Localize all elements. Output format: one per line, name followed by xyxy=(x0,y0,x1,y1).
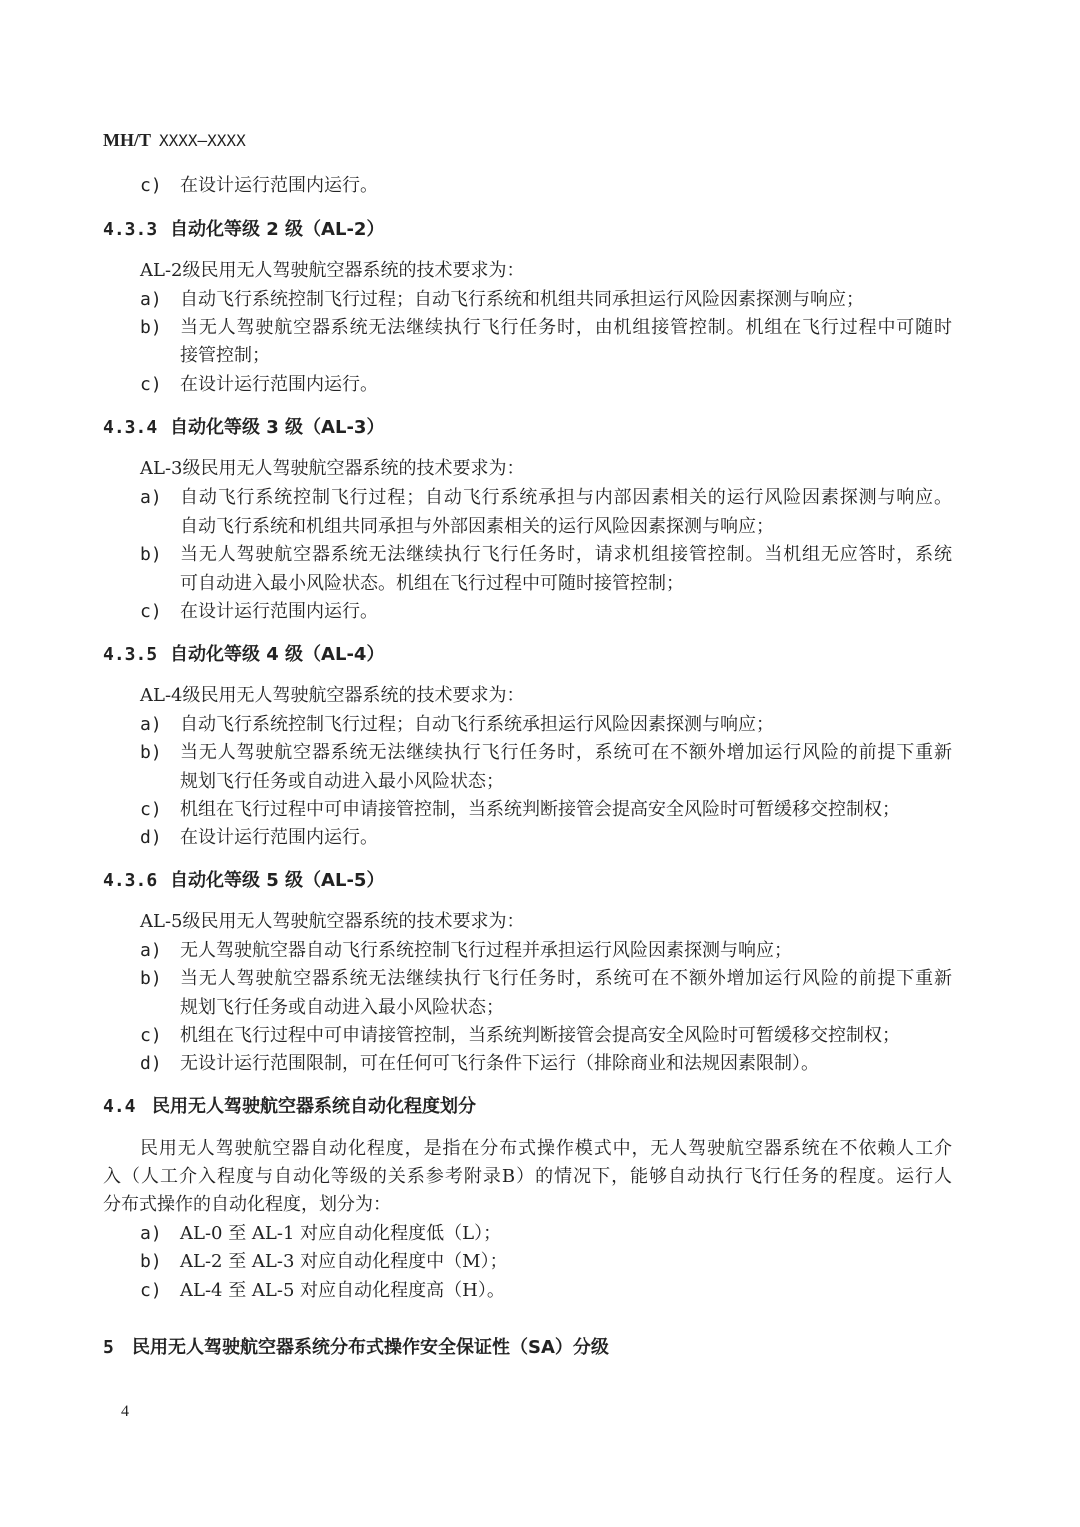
list-item-text: AL-2 至 AL-3 对应自动化程度中（M）； xyxy=(180,1251,508,1272)
paragraph-line: 民用无人驾驶航空器自动化程度，是指在分布式操作模式中，无人驾驶航空器系统在不依赖人工介 xyxy=(140,1138,952,1159)
intro-text: AL-5级民用无人驾驶航空器系统的技术要求为： xyxy=(140,911,525,932)
list-item-label: c) xyxy=(140,175,162,196)
list-item-text: 自动飞行系统控制飞行过程；自动飞行系统承担与内部因素相关的运行风险因素探测与响应。 xyxy=(180,487,952,508)
list-item-text: 在设计运行范围内运行。 xyxy=(180,601,378,622)
list-item-text: 机组在飞行过程中可申请接管控制，当系统判断接管会提高安全风险时可暂缓移交控制权； xyxy=(180,799,900,820)
section-heading: 自动化等级 4 级（AL-4） xyxy=(170,644,385,665)
section-heading: 自动化等级 5 级（AL-5） xyxy=(170,870,385,891)
list-item-label: b) xyxy=(140,544,162,565)
section-heading: 自动化等级 3 级（AL-3） xyxy=(170,417,385,438)
list-item-text: 在设计运行范围内运行。 xyxy=(180,374,378,395)
section-heading: 自动化等级 2 级（AL-2） xyxy=(170,219,385,240)
section-heading: 民用无人驾驶航空器系统分布式操作安全保证性（SA）分级 xyxy=(132,1337,609,1358)
list-item-text: 无人驾驶航空器自动飞行系统控制飞行过程并承担运行风险因素探测与响应； xyxy=(180,940,792,961)
list-item-label: c) xyxy=(140,1280,162,1301)
intro-text: AL-2级民用无人驾驶航空器系统的技术要求为： xyxy=(140,260,525,281)
list-item-label: d) xyxy=(140,1053,162,1074)
list-item-text: 自动飞行系统控制飞行过程；自动飞行系统和机组共同承担运行风险因素探测与响应； xyxy=(180,289,864,310)
section-number: 4.3.5 xyxy=(103,644,158,665)
list-item-text: 当无人驾驶航空器系统无法继续执行飞行任务时，请求机组接管控制。当机组无应答时，系统 xyxy=(180,544,952,565)
list-item-continuation: 规划飞行任务或自动进入最小风险状态； xyxy=(180,997,504,1018)
list-item-text: AL-4 至 AL-5 对应自动化程度高（H）。 xyxy=(180,1280,505,1301)
list-item-text: 无设计运行范围限制，可在任何可飞行条件下运行（排除商业和法规因素限制）。 xyxy=(180,1053,819,1074)
section-number: 4.3.6 xyxy=(103,870,158,891)
list-item-text: 机组在飞行过程中可申请接管控制，当系统判断接管会提高安全风险时可暂缓移交控制权； xyxy=(180,1025,900,1046)
list-item-label: b) xyxy=(140,1251,162,1272)
list-item-label: a) xyxy=(140,940,162,961)
page-number: 4 xyxy=(121,1403,129,1420)
list-item-continuation: 接管控制； xyxy=(180,345,270,366)
list-item-label: a) xyxy=(140,714,162,735)
section-number: 5 xyxy=(103,1337,114,1358)
list-item-continuation: 规划飞行任务或自动进入最小风险状态； xyxy=(180,771,504,792)
list-item-label: c) xyxy=(140,1025,162,1046)
paragraph-line: 入（人工介入程度与自动化等级的关系参考附录B）的情况下，能够自动执行飞行任务的程度。运行人 xyxy=(103,1166,952,1187)
list-item-text: AL-0 至 AL-1 对应自动化程度低（L）； xyxy=(180,1223,502,1244)
list-item-label: b) xyxy=(140,742,162,763)
section-heading: 民用无人驾驶航空器系统自动化程度划分 xyxy=(152,1096,476,1117)
list-item-label: c) xyxy=(140,799,162,820)
intro-text: AL-3级民用无人驾驶航空器系统的技术要求为： xyxy=(140,458,525,479)
intro-text: AL-4级民用无人驾驶航空器系统的技术要求为： xyxy=(140,685,525,706)
paragraph-line: 分布式操作的自动化程度，划分为： xyxy=(103,1194,391,1215)
list-item-label: c) xyxy=(140,374,162,395)
list-item-text: 在设计运行范围内运行。 xyxy=(180,827,378,848)
list-item-text: 当无人驾驶航空器系统无法继续执行飞行任务时，系统可在不额外增加运行风险的前提下重新 xyxy=(180,968,952,989)
list-item-text: 在设计运行范围内运行。 xyxy=(180,175,378,196)
section-number: 4.4 xyxy=(103,1096,136,1117)
list-item-label: a) xyxy=(140,487,162,508)
standard-code: XXXX—XXXX xyxy=(159,131,246,150)
list-item-continuation: 自动飞行系统和机组共同承担与外部因素相关的运行风险因素探测与响应； xyxy=(180,516,774,537)
standard-prefix: MH/T xyxy=(103,130,151,150)
list-item-text: 自动飞行系统控制飞行过程；自动飞行系统承担运行风险因素探测与响应； xyxy=(180,714,774,735)
list-item-label: b) xyxy=(140,968,162,989)
list-item-label: b) xyxy=(140,317,162,338)
list-item-text: 当无人驾驶航空器系统无法继续执行飞行任务时，系统可在不额外增加运行风险的前提下重新 xyxy=(180,742,952,763)
list-item-label: d) xyxy=(140,827,162,848)
document-header xyxy=(103,128,246,153)
list-item-label: c) xyxy=(140,601,162,622)
list-item-text: 当无人驾驶航空器系统无法继续执行飞行任务时，由机组接管控制。机组在飞行过程中可随时 xyxy=(180,317,952,338)
list-item-continuation: 可自动进入最小风险状态。机组在飞行过程中可随时接管控制； xyxy=(180,573,684,594)
section-number: 4.3.4 xyxy=(103,417,158,438)
section-number: 4.3.3 xyxy=(103,219,158,240)
list-item-label: a) xyxy=(140,1223,162,1244)
list-item-label: a) xyxy=(140,289,162,310)
